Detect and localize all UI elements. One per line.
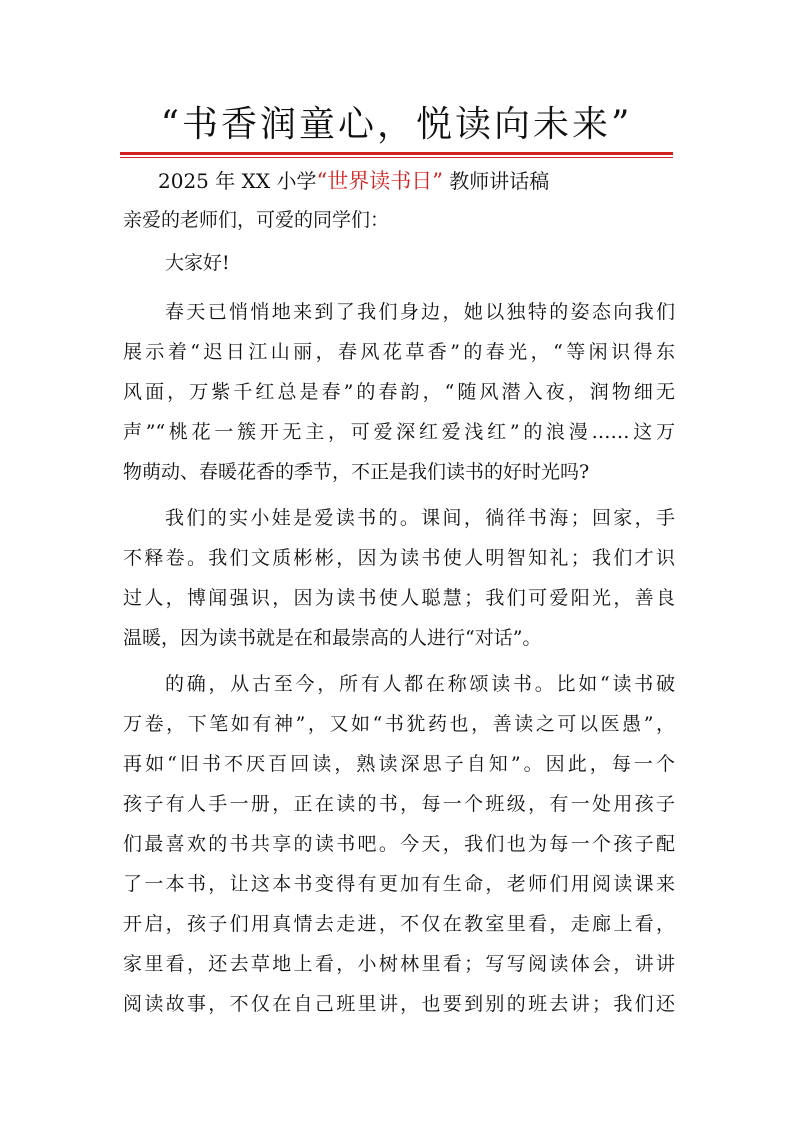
salutation: 亲爱的老师们，可爱的同学们： [123,209,390,231]
paragraph-line: 我们的实小娃是爱读书的。课间，徜徉书海；回家，手 [165,507,675,529]
title-rule-thick [120,152,673,155]
paragraph-line: 过人，博闻强识，因为读书使人聪慧；我们可爱阳光，善良 [123,587,675,609]
subtitle-suffix: 教师讲话稿 [449,169,550,193]
paragraph-line: 开启，孩子们用真情去走进，不仅在教室里看，走廊上看， [123,913,675,935]
document-subtitle [158,164,549,198]
paragraph-3 [123,664,675,1024]
title-rule-thin [120,157,673,158]
subtitle-highlight: “世界读书日” [316,169,443,193]
paragraph-line: 了一本书，让这本书变得有更加有生命，老师们用阅读课来 [123,873,675,895]
paragraph-line: 风面，万紫千红总是春”的春韵，“随风潜入夜，润物细无 [123,381,675,403]
paragraph-line: 再如“旧书不厌百回读，熟读深思子自知”。因此，每一个 [123,753,675,775]
paragraph-line: 孩子有人手一册，正在读的书，每一个班级，有一处用孩子 [123,793,675,815]
paragraph-line: 不释卷。我们文质彬彬，因为读书使人明智知礼；我们才识 [123,547,675,569]
speech-body [123,200,675,1024]
paragraph-line: 春天已悄悄地来到了我们身边，她以独特的姿态向我们 [165,301,675,323]
paragraph-line: 温暖，因为读书就是在和最崇高的人进行“对话”。 [123,627,542,649]
paragraph-line: 万卷，下笔如有神”，又如“书犹药也，善读之可以医愚”， [123,713,675,735]
paragraph-line: 展示着“迟日江山丽，春风花草香”的春光，“等闲识得东 [123,341,675,363]
paragraph-line: 们最喜欢的书共享的读书吧。今天，我们也为每一个孩子配 [123,833,675,855]
paragraph-line: 的确，从古至今，所有人都在称颂读书。比如“读书破 [165,673,675,695]
paragraph-line: 阅读故事，不仅在自己班里讲，也要到别的班去讲；我们还 [123,993,675,1015]
paragraph-1 [123,292,675,492]
subtitle-prefix: 2025 年 XX 小学 [158,169,317,193]
paragraph-line: 物萌动、春暖花香的季节，不正是我们读书的好时光吗? [123,461,590,483]
paragraph-line: 声”“桃花一簇开无主，可爱深红爱浅红”的浪漫……这万 [123,421,675,443]
paragraph-2 [123,498,675,658]
greeting: 大家好! [165,252,230,274]
document-title: “书香润童心，悦读向未来” [160,104,633,145]
paragraph-line: 家里看，还去草地上看，小树林里看；写写阅读体会，讲讲 [123,953,675,975]
